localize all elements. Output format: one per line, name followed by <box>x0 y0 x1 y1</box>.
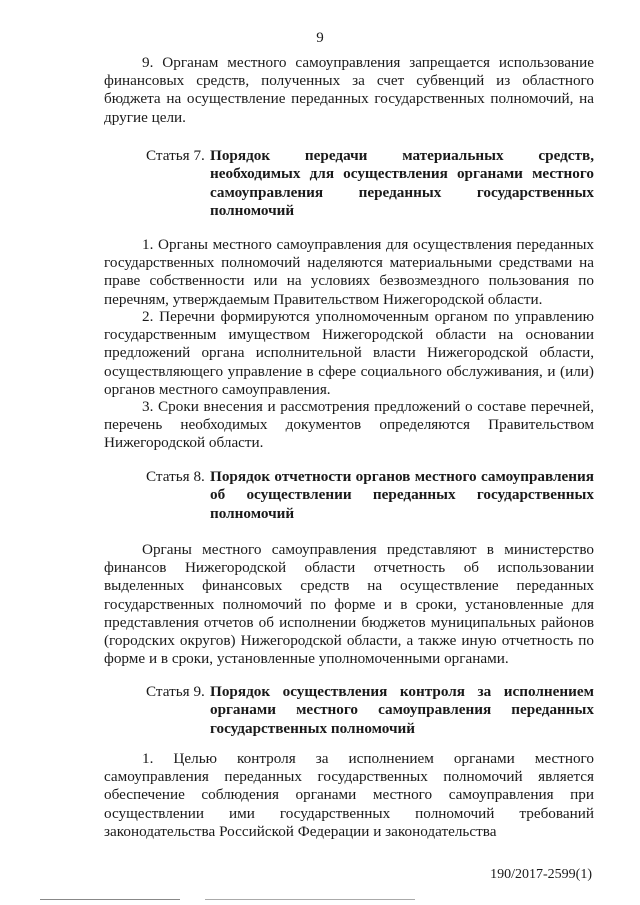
article-7-paragraph-3: 3. Сроки внесения и рассмотрения предложений о составе перечней, перечень необходимых документов определяются Правительством Нижегородской области. <box>104 398 594 452</box>
article-7-paragraph-2: 2. Перечни формируются уполномоченным органом по управлению государственным имуществом Нижегородской области на основании предложений органа исполнительной власти Нижегородской области, осуществляющего управление в сфере социального обслуживания, и (или) органов местного самоуправления. <box>104 308 594 398</box>
article-7-label: Статья 7. <box>146 147 205 164</box>
article-8-label: Статья 8. <box>146 468 205 485</box>
article-8-paragraph-1: Органы местного самоуправления представляют в министерство финансов Нижегородской области отчетность об использовании выделенных финансовых средств на осуществление переданных государственных полномочий по форме и в сроки, установленные для представления отчетов об исполнении бюджетов муниципальных районов (городских округов) Нижегородской области, а также иную отчетность по форме и в сроки, установленные уполномоченными органами. <box>104 541 594 668</box>
article-7-paragraph-1: 1. Органы местного самоуправления для осуществления переданных государственных полномочий наделяются материальными средствами на праве собственности или на условиях безвозмездного пользования по перечням, утверждаемым Правительством Нижегородской области. <box>104 236 594 308</box>
article-8-heading <box>146 468 594 523</box>
article-7-heading <box>146 147 594 221</box>
paragraph-9: 9. Органам местного самоуправления запрещается использование финансовых средств, полученных за счет субвенций из областного бюджета на осуществление переданных государственных полномочий, на другие цели. <box>104 54 594 126</box>
article-9-label: Статья 9. <box>146 683 205 700</box>
article-7-title: Порядок передачи материальных средств, необходимых для осуществления органами местного самоуправления переданных государственных полномочий <box>210 147 594 220</box>
document-registration-number: 190/2017-2599(1) <box>490 867 592 882</box>
page-number: 9 <box>316 30 324 46</box>
article-9-paragraph-1: 1. Целью контроля за исполнением органами местного самоуправления переданных государственных полномочий является обеспечение соблюдения органами местного самоуправления при осуществлении ими государственных полномочий требований законодательства Российской Федерации и законодательства <box>104 750 594 840</box>
article-8-title: Порядок отчетности органов местного самоуправления об осуществлении переданных государственных полномочий <box>210 468 594 522</box>
bottom-divider <box>40 899 180 900</box>
bottom-divider-right <box>205 899 415 900</box>
article-9-heading <box>146 683 594 738</box>
article-9-title: Порядок осуществления контроля за исполнением органами местного самоуправления переданных государственных полномочий <box>210 683 594 737</box>
